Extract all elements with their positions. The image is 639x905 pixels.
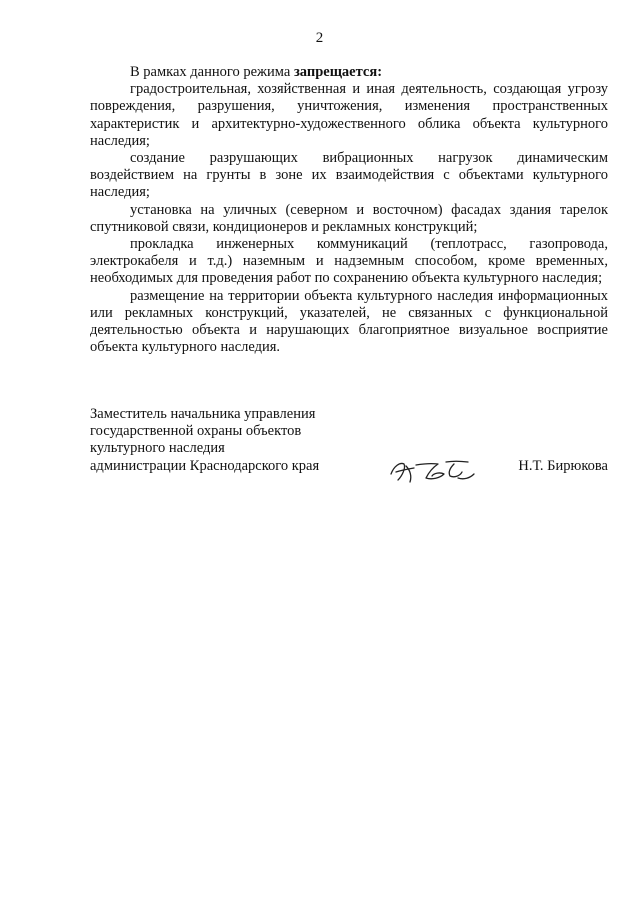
handwritten-signature — [388, 456, 478, 488]
restriction-item: прокладка инженерных коммуникаций (теплотрасс, газопровода, электрокабеля и т.д.) наземным и надземным способом, кроме временных, необходимых для проведения работ по сохранению объекта культурного наследия; — [90, 236, 608, 287]
document-body — [90, 64, 608, 356]
intro-lead: В рамках данного режима — [130, 64, 294, 80]
position-line: культурного наследия — [90, 440, 225, 457]
restriction-item: размещение на территории объекта культурного наследия информационных или рекламных конструкций, указателей, не связанных с функциональной деятельностью объекта и нарушающих благоприятное визуальное восприятие объекта культурного наследия. — [90, 287, 608, 356]
restriction-item: установка на уличных (северном и восточном) фасадах здания тарелок спутниковой связи, кондиционеров и рекламных конструкций; — [90, 201, 608, 235]
intro-emphasis: запрещается: — [293, 64, 383, 80]
position-line: администрации Краснодарского края — [90, 457, 320, 474]
intro-paragraph — [90, 64, 608, 81]
position-line: Заместитель начальника управления — [90, 406, 316, 422]
restriction-item: градостроительная, хозяйственная и иная деятельность, создающая угрозу повреждения, разрушения, уничтожения, изменения пространственных характеристик и архитектурно-художественного облика объекта культурного наследия; — [90, 81, 608, 149]
position-line: государственной охраны объектов — [90, 423, 302, 440]
signature-block — [90, 406, 608, 475]
restriction-item: создание разрушающих вибрационных нагрузок динамическим воздействием на грунты в зоне их взаимодействия с объектами культурного наследия; — [90, 150, 608, 201]
page-number: 2 — [315, 30, 324, 46]
signatory-name: Н.Т. Бирюкова — [518, 458, 608, 474]
